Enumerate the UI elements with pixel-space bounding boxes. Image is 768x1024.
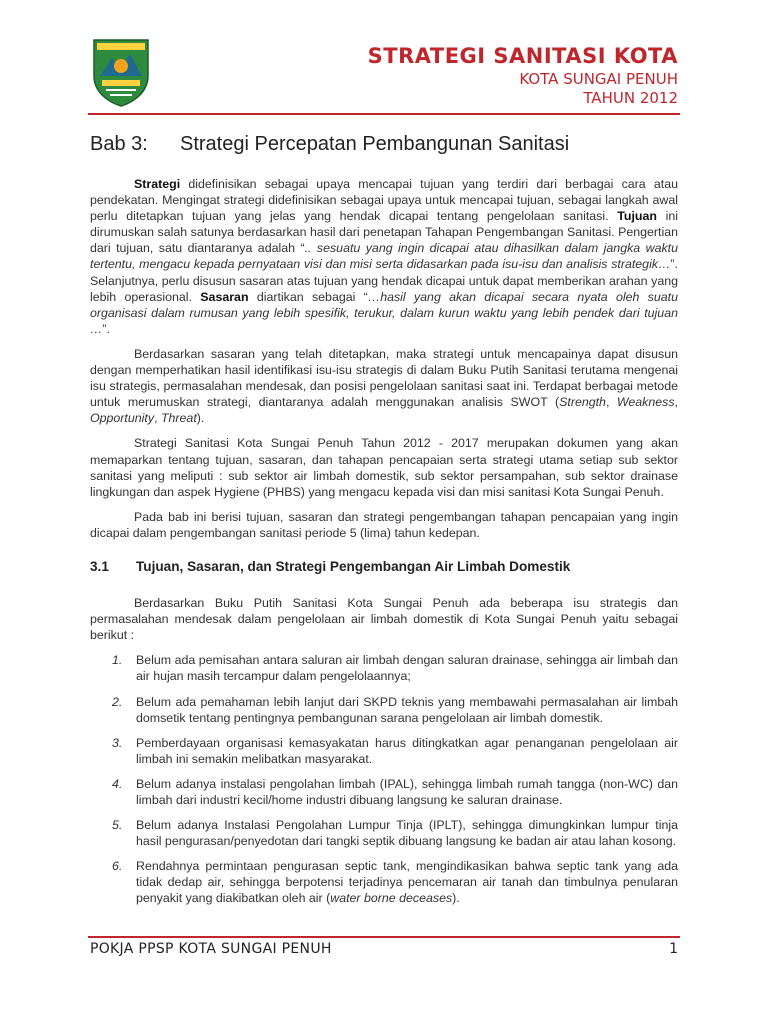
list-item-text: Rendahnya permintaan pengurasan septic tank, mengindikasikan bahwa septic tank yang ada tidak dedap air, sehingga berpotensi terjadinya pencemaran air tanah dan timbulnya penularan penyakit yang diakibatkan oleh air ( [136, 859, 678, 906]
list-item-number: 6. [112, 859, 123, 874]
text-span: , [674, 395, 678, 410]
issue-list [90, 652, 678, 906]
swot-threat: Threat [160, 411, 197, 426]
section-number: 3.1 [90, 558, 109, 574]
list-item-number: 4. [112, 776, 123, 791]
list-item [90, 817, 678, 849]
page-number: 1 [669, 941, 678, 957]
header-year: TAHUN 2012 [583, 89, 678, 107]
footer-divider [88, 936, 680, 938]
text-span: ). [196, 411, 205, 426]
section-title: Tujuan, Sasaran, dan Strategi Pengembangan Air Limbah Domestik [136, 558, 571, 574]
list-item-text: Belum ada pemisahan antara saluran air limbah dengan saluran drainase, sehingga air limbah dan air hujan masih tercampur dalam pengelolaannya; [136, 653, 678, 684]
list-item-number: 3. [112, 735, 123, 750]
section-heading [90, 559, 678, 575]
text-span: ”. [102, 321, 110, 336]
text-span: ). [452, 891, 460, 906]
list-item [90, 776, 678, 808]
list-item-number: 5. [112, 818, 123, 833]
text-span: didefinisikan sebagai upaya mencapai tujuan yang terdiri dari berbagai cara atau pendekatan. Mengingat strategi didefinisikan sebagai upaya untuk mencapai tujuan, sebagai langkah awal perlu ditetapkan tujuan yang jelas yang hendak dicapai tentang pengelolaan sanitasi. [90, 177, 678, 224]
text-span: ini dirumuskan salah satunya berdasarkan hasil dari penetapan Tahapan Pengembangan Sanitasi. Pengertian dari tujuan, satu diantaranya adalah “ [90, 209, 678, 256]
term-tujuan: Tujuan [617, 209, 657, 224]
text-span: , [154, 411, 161, 426]
city-emblem-icon [88, 36, 154, 108]
footer-organization: POKJA PPSP KOTA SUNGAI PENUH [90, 941, 332, 957]
term-water-borne: water borne deceases [330, 891, 453, 906]
chapter-title: Strategi Percepatan Pembangunan Sanitasi [180, 133, 570, 155]
list-item-text: Belum adanya instalasi pengolahan limbah (IPAL), sehingga limbah rumah tangga (non-WC) dan limbah dari industri kecil/home industri dibuang langsung ke saluran drainase. [136, 776, 678, 807]
list-item-text: Belum ada pemahaman lebih lanjut dari SKPD teknis yang membawahi permasalahan air limbah domsetik tentang pentingnya pembangunan sarana pengelolaan air limbah domestik. [136, 694, 678, 725]
list-item [90, 652, 678, 684]
text-span: ”. Selanjutnya, perlu disusun sasaran atas tujuan yang hendak dicapai untuk dapat memberikan arahan yang lebih operasional. [90, 257, 678, 304]
paragraph-strategy-definition [90, 176, 678, 337]
list-item [90, 858, 678, 906]
paragraph-chapter-scope: Pada bab ini berisi tujuan, sasaran dan strategi pengembangan tahapan pencapaian yang ingin dicapai dalam pengembangan sanitasi periode 5 (lima) tahun kedepan. [90, 509, 678, 540]
list-item-number: 2. [112, 694, 123, 709]
quote-tujuan: .. sesuatu yang ingin dicapai atau dihasilkan dalam jangka waktu tertentu, mengacu kepada pernyataan visi dan misi serta didasarkan pada isu-isu dan analisis strategik… [90, 241, 678, 272]
header-divider [88, 113, 680, 115]
document-body [90, 176, 678, 916]
chapter-number: Bab 3: [90, 133, 148, 155]
list-item [90, 735, 678, 767]
term-strategi: Strategi [134, 177, 181, 191]
text-span: , [605, 395, 617, 410]
paragraph-swot [90, 346, 678, 426]
swot-strength: Strength [559, 395, 606, 410]
list-item-text: Belum adanya Instalasi Pengolahan Lumpur Tinja (IPLT), sehingga dimungkinkan lumpur tinja hasil pengurasan/penyedotan dari tangki septik dibuang langsung ke badan air atau lahan kosong. [136, 818, 678, 849]
section-intro: Berdasarkan Buku Putih Sanitasi Kota Sungai Penuh ada beberapa isu strategis dan permasalahan mendesak dalam pengelolaan air limbah domestik di Kota Sungai Penuh yaitu sebagai berikut : [90, 596, 678, 643]
list-item-number: 1. [112, 653, 123, 668]
paragraph-document-scope: Strategi Sanitasi Kota Sungai Penuh Tahun 2012 - 2017 merupakan dokumen yang akan memaparkan tentang tujuan, sasaran, dan tahapan pencapaian serta strategi utama setiap sub sektor sanitasi yang meliputi : sub sektor air limbah domestik, sub sektor persampahan, sub sektor drainase lingkungan dan aspek Hygiene (PHBS) yang mengacu kepada visi dan misi sanitasi Kota Sungai Penuh. [90, 436, 678, 499]
swot-opportunity: Opportunity [90, 411, 155, 426]
header-subtitle: KOTA SUNGAI PENUH [519, 70, 678, 88]
text-span: diartikan sebagai “ [248, 289, 368, 304]
term-sasaran: Sasaran [200, 289, 249, 304]
text-span: Berdasarkan sasaran yang telah ditetapkan, maka strategi untuk mencapainya dapat disusun dengan memperhatikan hasil identifikasi isu-isu strategis di dalam Buku Putih Sanitasi terutama mengenai isu strategis, permasalahan mendesak, dan posisi pengelolaan sanitasi saat ini. Terdapat berbagai metode untuk merumuskan strategi, diantaranya adalah menggunakan analisis SWOT ( [90, 346, 678, 410]
chapter-heading [90, 133, 569, 156]
list-item [90, 694, 678, 726]
swot-weakness: Weakness [616, 395, 675, 410]
list-item-text: Pemberdayaan organisasi kemasyakatan harus ditingkatkan agar penanganan pengelolaan air limbah ini semakin melibatkan masyarakat. [136, 735, 678, 766]
quote-sasaran: …hasil yang akan dicapai secara nyata oleh suatu organisasi dalam rumusan yang lebih spesifik, terukur, dalam kurun waktu yang lebih pendek dari tujuan … [90, 289, 678, 336]
header-title: STRATEGI SANITASI KOTA [367, 44, 678, 68]
